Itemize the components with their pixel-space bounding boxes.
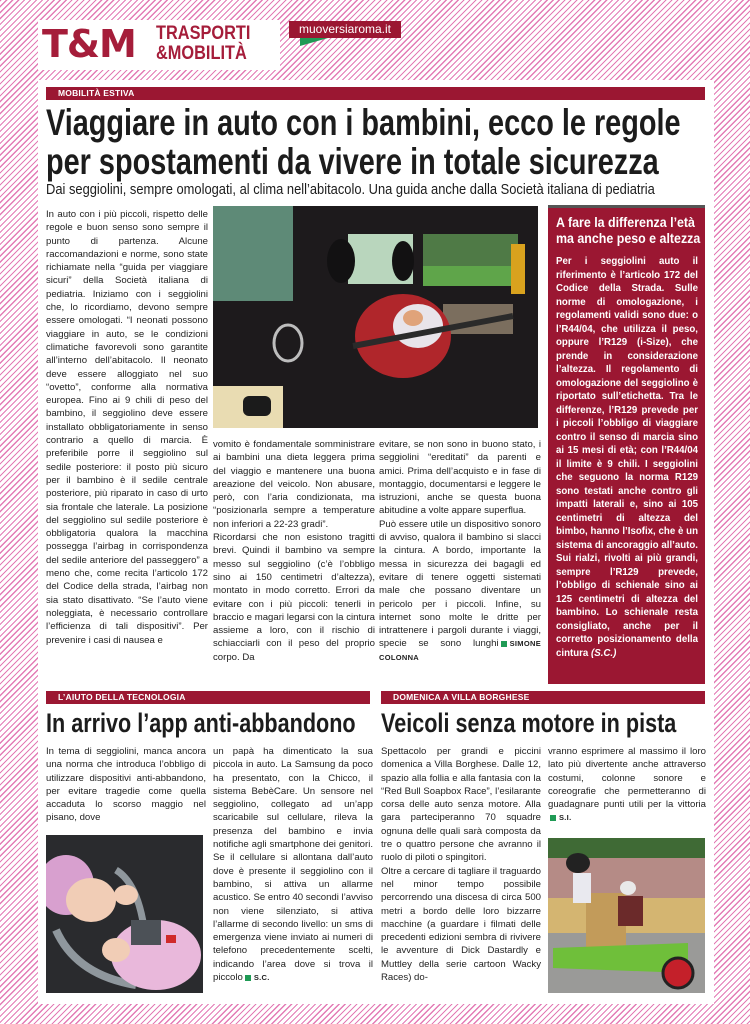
main-col2b-text: Ricordarsi che non esistono tragitti brevi. Quindi il bambino va sempre messo sul seggiolino (c’è l’obbligo sino ai 150 centimetri d’altezza), montato in modo corretto. Errori da evitare con i più piccoli: tenerli in braccio e magari legarsi con la cintura assieme a loro, con il rischio di schiacciarli con il peso del proprio corpo. Da [213, 532, 375, 663]
main-author: SIMONE COLONNA [379, 639, 541, 662]
logo-line-1: TRASPORTI [156, 23, 251, 44]
car-seat-photo [213, 206, 538, 428]
sidebar-title-line-2: ma anche peso e altezza [556, 231, 701, 246]
article3-author: S.I. [559, 813, 572, 823]
main-col3-text: evitare, se non sono in buono stato, i seggiolini “ereditati” da parenti e amici. Prima dell’acquisto e in fase di montaggio, documentarsi e leggere le istruzioni, anche se questa buona abitudine a volte appare superflua. [379, 439, 541, 517]
logo-wordmark [156, 24, 250, 64]
sidebar-signature: (S.C.) [591, 647, 617, 659]
headline-line-2: per spostamenti da vivere in totale sicurezza [46, 141, 659, 182]
main-headline [46, 103, 681, 181]
sidebar-title [556, 215, 701, 247]
end-mark-icon [550, 815, 556, 821]
article3-headline: Veicoli senza motore in pista [381, 708, 677, 738]
section-label-main: MOBILITÀ ESTIVA [46, 87, 705, 100]
article2-col1-text: In tema di seggiolini, manca ancora una norma che introduca l’obbligo di utilizzare dispositivi anti-abbandono, per evitare tragedie come quella accaduta lo scorso maggio nel pisano, dove [46, 746, 206, 824]
newborn-photo [46, 835, 203, 993]
article3-column-2 [548, 745, 706, 825]
soapbox-race-photo [548, 838, 705, 993]
headline-line-1: Viaggiare in auto con i bambini, ecco le regole [46, 102, 681, 143]
sidebar-body [556, 255, 698, 660]
car-seat-illustration [213, 206, 538, 428]
article2-headline: In arrivo l’app anti-abbandono [46, 708, 356, 738]
article2-column-2 [213, 745, 373, 984]
article2-col2-text: un papà ha dimenticato la sua piccola in auto. La Samsung da poco ha presentato, con la Chicco, il sistema BebèCare. Un sensore nel seggiolino, collegato ad un’app scaricabile sul cellulare, rileva la presenza del bambino e invia notifiche agli smartphone dei genitori. Se il cellulare si allontana dall’auto dove è presente il seggiolino con il bambino, si attiva un allarme acustico. Se entro 40 secondi l’avviso non viene silenziato, si attiva l’allarme di secondo livello: un sms di emergenza viene inviato ai numeri di telefono precedentemente scelti, indicando l’area dove si trova il piccolo [213, 746, 373, 984]
masthead-logo [38, 20, 280, 70]
website-link[interactable]: muoversiaroma.it [289, 21, 401, 38]
article2-column-1 [46, 745, 206, 825]
main-col1-text: In auto con i più piccoli, rispetto delle regole e buon senso sono sempre il punto di partenza. Alcune raccomandazioni e norme, sono state richiamate nella “guida per viaggiare sicuri” della Società italiana di pediatria. Iniziamo con i seggiolini che, lo ricordiamo, devono sempre essere omologati. “I neonati possono viaggiare in auto, se le condizioni climatiche favorevoli sono garantite all’interno dell’abitacolo. Il neonato deve essere alloggiato nel suo “ovetto”, conforme alla normativa europea. Fino ai 9 chili di peso del bambino, il seggiolino deve essere installato obbligatoriamente in senso contrario a quello di marcia. È preferibile porre il seggiolino sul sedile posteriore: il posto più sicuro per il bambino è il sedile centrale posteriore, più riparato in caso di urto sia frontale che laterale. La posizione del seggiolino sul sedile posteriore è obbligatoria qualora la macchina possegga l’airbag in corrispondenza del sedile anteriore del passeggero” a meno che, come recita l’articolo 172 del Codice della strada, l’airbag non sia stato disattivato. “Se l’auto viene noleggiata, è necessario controllare l’efficienza di tali dispositivi”. Per prevenire i casi di nausea e [46, 209, 208, 646]
end-mark-icon [245, 975, 251, 981]
main-col2-text: vomito è fondamentale somministrare ai bambini una dieta leggera prima del viaggio e mantenere una buona areazione del veicolo. Non abusare, però, con l’aria condizionata, ma “posizionarla sempre a temperature non inferiori a 22-23 gradi”. [213, 439, 375, 530]
article3-col1b-text: Oltre a cercare di tagliare il traguardo nel minor tempo possibile percorrendo una discesa di circa 500 metri a bordo delle loro bizzarre macchine (a guardare i filmati delle precedenti edizioni sembra di rivivere le avventure di Dick Dastardly e Muttley della serie cartoon Wacky Races) do- [381, 865, 541, 984]
main-subtitle: Dai seggiolini, sempre omologati, al clima nell’abitacolo. Una guida anche dalla Società italiana di pediatria [46, 181, 655, 198]
logo-line-2: &MOBILITÀ [156, 43, 247, 64]
soapbox-illustration [548, 838, 705, 993]
sidebar-body-text: Per i seggiolini auto il riferimento è l’articolo 172 del Codice della Strada. Sulle norme di omologazione, i regolamenti validi sono due: o l’R44/04, che utilizza il peso, oppure l’R129 (i-Size), che prende in considerazione l’altezza. Il regolamento di omologazione del seggiolino è riportato sull’etichetta. Tra le differenze, l’R129 prevede per i piccoli l’obbligo di viaggiare contro il senso di marcia sino ai 15 mesi di età; con l’R44/04 il limite è 9 chili. I seggiolini che seguono la norma R129 sono testati anche contro gli impatti laterali e, sino ai 105 centimetri di altezza del bimbo, hanno l’Isofix, che è un sistema di ancoraggio all’auto. Sui rialzi, rivolti ai più grandi, sempre l’R129 prevede, l’obbligo di schienale sino ai 125 centimetri di altezza del bambino. Lo schienale resta consigliato, anche per il corretto posizionamento della cintura [556, 256, 698, 659]
article3-col2-text: vranno esprimere al massimo il loro lato più divertente anche attraverso costumi, colonne sonore e coreografie che permetteranno di guadagnare punti utili per la vittoria [548, 746, 706, 811]
main-col3b-text: Può essere utile un dispositivo sonoro di avviso, qualora il bambino si slacci la cintura. A bordo, importante la messa in sicurezza dei bagagli ed evitare di tenere oggetti sistemati male che possano diventare un pericolo per i piccoli. Infine, su internet sono molte le dritte per intrattenere i pargoli durante i viaggi, specie se sono lunghi [379, 518, 541, 650]
main-column-1 [46, 208, 208, 647]
main-column-2 [213, 438, 375, 664]
end-mark-icon [501, 641, 507, 647]
sidebar-title-line-1: A fare la differenza l’età [556, 215, 695, 230]
section-label-tech: L’AIUTO DELLA TECNOLOGIA [46, 691, 370, 704]
info-sidebar [548, 205, 705, 684]
green-flag-decoration [300, 38, 328, 46]
article2-author: S.C. [253, 973, 270, 983]
logo-mark: T&M [42, 22, 136, 66]
article3-col1-text: Spettacolo per grandi e piccini domenica a Villa Borghese. Dalle 12, spazio alla follia e alla fantasia con la “Red Bull Soapbox Race”, l’esilarante corsa delle auto senza motore. Alla gara parteciperanno 70 squadre ognuna delle quali sarà composta da tre o quattro persone che avranno il ruolo di piloti o spingitori. [381, 746, 541, 864]
newborn-illustration [46, 835, 203, 993]
main-column-3 [379, 438, 541, 664]
section-label-event: DOMENICA A VILLA BORGHESE [381, 691, 705, 704]
article3-column-1 [381, 745, 541, 984]
